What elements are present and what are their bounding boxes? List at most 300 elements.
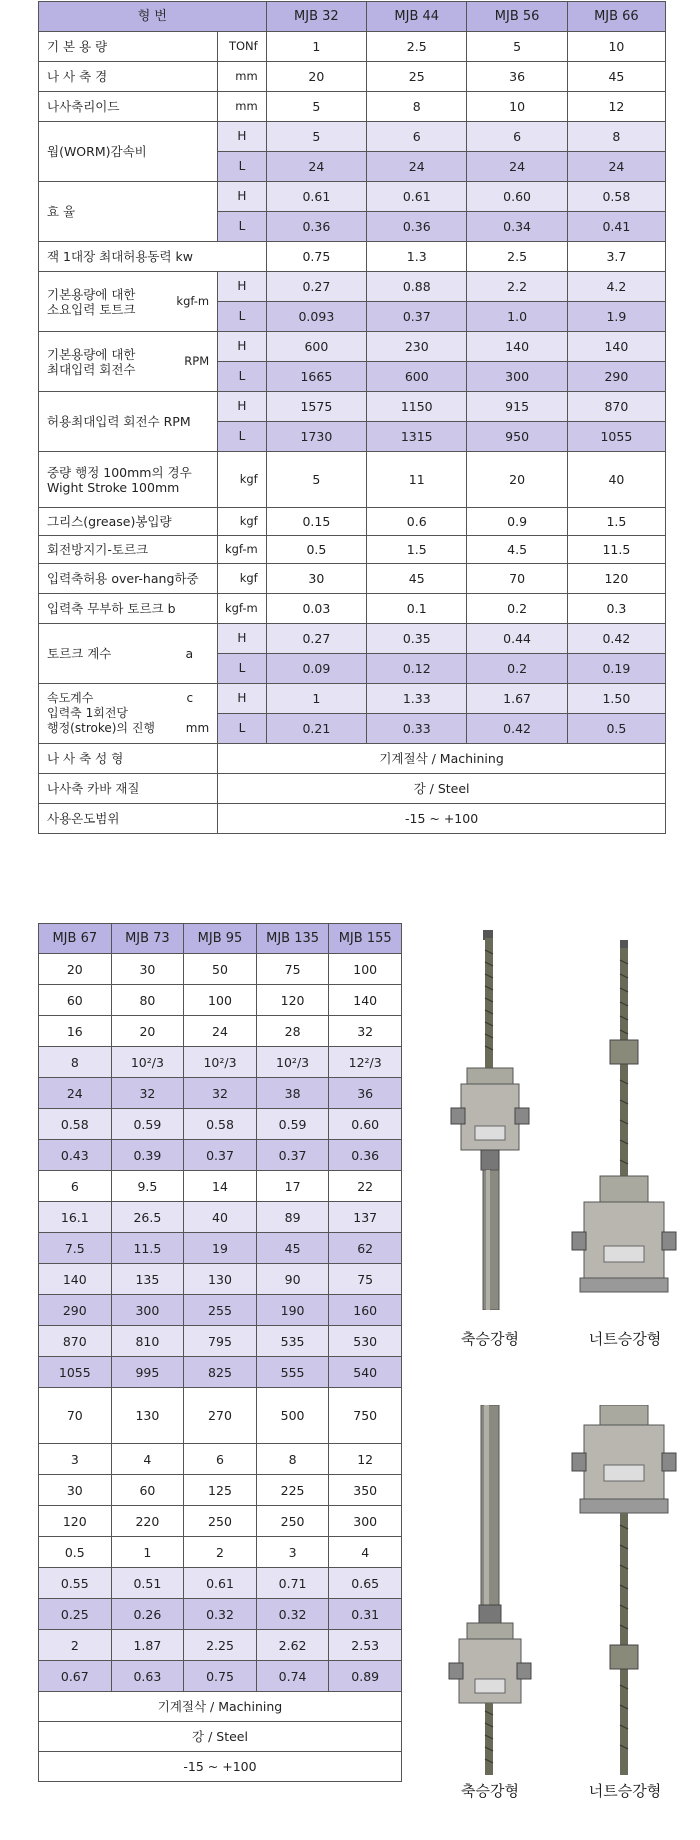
cell: 62 xyxy=(329,1233,402,1264)
model-header: MJB 66 xyxy=(567,2,665,32)
cell: 0.60 xyxy=(329,1109,402,1140)
cell: 0.26 xyxy=(111,1599,184,1630)
cell: 24 xyxy=(39,1078,112,1109)
cell: 4.5 xyxy=(467,536,567,564)
table-row xyxy=(39,1202,402,1233)
table-row xyxy=(39,1568,402,1599)
cell: 0.32 xyxy=(256,1599,329,1630)
cell: 24 xyxy=(266,152,366,182)
cell: 3 xyxy=(39,1444,112,1475)
cell: 0.6 xyxy=(367,508,467,536)
cell: 70 xyxy=(39,1388,112,1444)
label-line: 속도계수 xyxy=(47,691,94,705)
model-header: MJB 135 xyxy=(256,924,329,954)
cell: 32 xyxy=(184,1078,257,1109)
row-label-multiline xyxy=(39,332,218,392)
cell: 1.5 xyxy=(367,536,467,564)
table-row xyxy=(39,1326,402,1357)
row-label: 나사축 카바 재질 xyxy=(39,774,218,804)
cell: 16 xyxy=(39,1016,112,1047)
row-label-multiline xyxy=(39,684,218,744)
cell: 10 xyxy=(467,92,567,122)
table-row xyxy=(39,684,666,714)
row-label: 효 율 xyxy=(39,182,218,242)
footer-value: 기계절삭 / Machining xyxy=(39,1692,402,1722)
row-label-multiline xyxy=(39,452,218,508)
cell: 0.61 xyxy=(367,182,467,212)
cell: 2.2 xyxy=(467,272,567,302)
cell: 125 xyxy=(184,1475,257,1506)
cell: 140 xyxy=(567,332,665,362)
cell: 19 xyxy=(184,1233,257,1264)
cell: 555 xyxy=(256,1357,329,1388)
row-label: 그리스(grease)봉입량 xyxy=(39,508,218,536)
cell: 0.31 xyxy=(329,1599,402,1630)
footer-value: -15 ~ +100 xyxy=(218,804,666,834)
jack-nut-lift-photo-1 xyxy=(570,940,680,1310)
cell: 530 xyxy=(329,1326,402,1357)
cell: 75 xyxy=(329,1264,402,1295)
cell: 120 xyxy=(567,564,665,594)
table-row xyxy=(39,1599,402,1630)
footer-value: -15 ~ +100 xyxy=(39,1752,402,1782)
spec-table-2 xyxy=(38,923,402,1782)
label-line: 행정(stroke)의 진행 xyxy=(47,721,156,735)
cell: 45 xyxy=(256,1233,329,1264)
table-row xyxy=(39,1752,402,1782)
table-row xyxy=(39,1661,402,1692)
hl-label: L xyxy=(218,152,267,182)
table-row xyxy=(39,62,666,92)
table-row xyxy=(39,1537,402,1568)
table-row xyxy=(39,452,666,508)
cell: 0.19 xyxy=(567,654,665,684)
table-row xyxy=(39,92,666,122)
table-row xyxy=(39,1722,402,1752)
row-symbol: c xyxy=(186,691,194,705)
cell: 22 xyxy=(329,1171,402,1202)
cell: 225 xyxy=(256,1475,329,1506)
cell: 0.71 xyxy=(256,1568,329,1599)
cell: 45 xyxy=(367,564,467,594)
cell: 5 xyxy=(266,122,366,152)
cell: 120 xyxy=(39,1506,112,1537)
cell: 24 xyxy=(367,152,467,182)
row-label: 기 본 용 량 xyxy=(39,32,218,62)
cell: 0.61 xyxy=(266,182,366,212)
cell: 1055 xyxy=(567,422,665,452)
cell: 5 xyxy=(467,32,567,62)
cell: 0.65 xyxy=(329,1568,402,1599)
label-line: 최대입력 회전수 xyxy=(47,361,136,377)
table-row xyxy=(39,1444,402,1475)
cell: 10²/3 xyxy=(184,1047,257,1078)
cell: 100 xyxy=(184,985,257,1016)
cell: 795 xyxy=(184,1326,257,1357)
hl-label: H xyxy=(218,332,267,362)
row-label: 허용최대입력 회전수 RPM xyxy=(39,392,218,452)
row-label: 입력축 무부하 토르크 b xyxy=(39,594,218,624)
cell: 1730 xyxy=(266,422,366,452)
cell: 300 xyxy=(467,362,567,392)
cell: 130 xyxy=(111,1388,184,1444)
caption-nut-lift: 너트승강형 xyxy=(588,1782,662,1800)
cell: 0.60 xyxy=(467,182,567,212)
label-line: 소요입력 토트크 xyxy=(47,301,136,317)
cell: 1 xyxy=(266,32,366,62)
table-row xyxy=(39,332,666,362)
table-row xyxy=(39,392,666,422)
cell: 70 xyxy=(467,564,567,594)
cell: 20 xyxy=(467,452,567,508)
jack-shaft-lift-photo-2 xyxy=(445,1405,535,1775)
hl-label: H xyxy=(218,182,267,212)
row-label: 나 사 축 경 xyxy=(39,62,218,92)
cell: 350 xyxy=(329,1475,402,1506)
cell: 20 xyxy=(111,1016,184,1047)
table-row xyxy=(39,744,666,774)
table-row xyxy=(39,1388,402,1444)
row-label: 잭 1대장 최대허용동력 kw xyxy=(39,242,267,272)
model-header: MJB 67 xyxy=(39,924,112,954)
cell: 0.09 xyxy=(266,654,366,684)
cell: 1575 xyxy=(266,392,366,422)
table-row xyxy=(39,1264,402,1295)
cell: 255 xyxy=(184,1295,257,1326)
cell: 0.37 xyxy=(256,1140,329,1171)
cell: 0.03 xyxy=(266,594,366,624)
cell: 0.75 xyxy=(184,1661,257,1692)
cell: 540 xyxy=(329,1357,402,1388)
cell: 1.5 xyxy=(567,508,665,536)
cell: 825 xyxy=(184,1357,257,1388)
cell: 11.5 xyxy=(567,536,665,564)
cell: 24 xyxy=(184,1016,257,1047)
cell: 10 xyxy=(567,32,665,62)
cell: 1315 xyxy=(367,422,467,452)
cell: 0.42 xyxy=(567,624,665,654)
table-row xyxy=(39,804,666,834)
cell: 300 xyxy=(329,1506,402,1537)
cell: 5 xyxy=(266,92,366,122)
label-line: 토르크 계수 xyxy=(47,646,112,661)
model-header: MJB 32 xyxy=(266,2,366,32)
table-row xyxy=(39,182,666,212)
row-unit: mm xyxy=(185,721,210,735)
model-header: MJB 95 xyxy=(184,924,257,954)
cell: 0.5 xyxy=(39,1537,112,1568)
row-unit: RPM xyxy=(184,354,210,368)
cell: 12 xyxy=(567,92,665,122)
cell: 0.37 xyxy=(367,302,467,332)
label-line: 중량 행정 100mm의 경우 xyxy=(47,464,192,480)
cell: 870 xyxy=(567,392,665,422)
table-row xyxy=(39,1171,402,1202)
cell: 8 xyxy=(256,1444,329,1475)
cell: 135 xyxy=(111,1264,184,1295)
cell: 0.74 xyxy=(256,1661,329,1692)
cell: 24 xyxy=(567,152,665,182)
table-row xyxy=(39,985,402,1016)
label-line: 기본용량에 대한 xyxy=(47,286,136,302)
table-row xyxy=(39,1506,402,1537)
caption-shaft-lift: 축승강형 xyxy=(461,1330,519,1348)
cell: 0.58 xyxy=(184,1109,257,1140)
cell: 1.33 xyxy=(367,684,467,714)
label-line: 입력축 1회전당 xyxy=(47,706,129,720)
row-unit: kgf-m xyxy=(176,294,210,308)
table-row xyxy=(39,1233,402,1264)
row-symbol: a xyxy=(185,646,194,661)
table-row xyxy=(39,1357,402,1388)
cell: 0.75 xyxy=(266,242,366,272)
cell: 7.5 xyxy=(39,1233,112,1264)
cell: 4 xyxy=(329,1537,402,1568)
table-row xyxy=(39,564,666,594)
cell: 26.5 xyxy=(111,1202,184,1233)
cell: 0.5 xyxy=(567,714,665,744)
table-row xyxy=(39,1630,402,1661)
cell: 6 xyxy=(367,122,467,152)
cell: 17 xyxy=(256,1171,329,1202)
row-label-multiline xyxy=(39,272,218,332)
cell: 0.88 xyxy=(367,272,467,302)
hl-label: H xyxy=(218,272,267,302)
table-row xyxy=(39,32,666,62)
hl-label: L xyxy=(218,212,267,242)
cell: 0.43 xyxy=(39,1140,112,1171)
hl-label: H xyxy=(218,684,267,714)
cell: 0.35 xyxy=(367,624,467,654)
cell: 0.37 xyxy=(184,1140,257,1171)
hl-label: H xyxy=(218,122,267,152)
cell: 4 xyxy=(111,1444,184,1475)
hl-label: L xyxy=(218,362,267,392)
cell: 60 xyxy=(39,985,112,1016)
cell: 600 xyxy=(367,362,467,392)
row-label: 사용온도범위 xyxy=(39,804,218,834)
cell: 0.51 xyxy=(111,1568,184,1599)
footer-value: 기계절삭 / Machining xyxy=(218,744,666,774)
label-line: 기본용량에 대한 xyxy=(47,346,136,362)
jack-shaft-lift-photo-1 xyxy=(445,930,535,1310)
cell: 140 xyxy=(39,1264,112,1295)
cell: 8 xyxy=(39,1047,112,1078)
cell: 12 xyxy=(329,1444,402,1475)
cell: 11.5 xyxy=(111,1233,184,1264)
cell: 230 xyxy=(367,332,467,362)
row-unit: kgf xyxy=(218,564,267,594)
cell: 60 xyxy=(111,1475,184,1506)
cell: 1.87 xyxy=(111,1630,184,1661)
jack-nut-lift-photo-2 xyxy=(570,1405,680,1775)
model-header: MJB 56 xyxy=(467,2,567,32)
hl-label: H xyxy=(218,624,267,654)
cell: 12²/3 xyxy=(329,1047,402,1078)
cell: 1.9 xyxy=(567,302,665,332)
cell: 0.27 xyxy=(266,272,366,302)
table-row xyxy=(39,272,666,302)
cell: 140 xyxy=(467,332,567,362)
cell: 1.3 xyxy=(367,242,467,272)
cell: 1055 xyxy=(39,1357,112,1388)
caption-nut-lift: 너트승강형 xyxy=(588,1330,662,1348)
cell: 0.61 xyxy=(184,1568,257,1599)
cell: 0.41 xyxy=(567,212,665,242)
cell: 0.1 xyxy=(367,594,467,624)
cell: 535 xyxy=(256,1326,329,1357)
cell: 0.093 xyxy=(266,302,366,332)
row-label: 입력축허용 over-hang하중 xyxy=(39,564,218,594)
cell: 0.63 xyxy=(111,1661,184,1692)
table-row xyxy=(39,624,666,654)
cell: 40 xyxy=(567,452,665,508)
cell: 30 xyxy=(39,1475,112,1506)
cell: 810 xyxy=(111,1326,184,1357)
cell: 0.36 xyxy=(367,212,467,242)
cell: 9.5 xyxy=(111,1171,184,1202)
cell: 250 xyxy=(256,1506,329,1537)
cell: 1665 xyxy=(266,362,366,392)
row-unit: kgf xyxy=(218,452,267,508)
cell: 8 xyxy=(567,122,665,152)
cell: 0.33 xyxy=(367,714,467,744)
cell: 10²/3 xyxy=(256,1047,329,1078)
cell: 290 xyxy=(567,362,665,392)
row-label: 회전방지기-토르크 xyxy=(39,536,218,564)
table-row xyxy=(39,1078,402,1109)
table-row xyxy=(39,774,666,804)
footer-value: 강 / Steel xyxy=(218,774,666,804)
cell: 140 xyxy=(329,985,402,1016)
row-unit: mm xyxy=(218,92,267,122)
cell: 0.55 xyxy=(39,1568,112,1599)
cell: 38 xyxy=(256,1078,329,1109)
row-label: 나 사 축 성 형 xyxy=(39,744,218,774)
cell: 130 xyxy=(184,1264,257,1295)
table-row xyxy=(39,1140,402,1171)
cell: 50 xyxy=(184,954,257,985)
table-row xyxy=(39,1109,402,1140)
cell: 32 xyxy=(111,1078,184,1109)
cell: 75 xyxy=(256,954,329,985)
cell: 120 xyxy=(256,985,329,1016)
table-row xyxy=(39,1016,402,1047)
row-unit: TONf xyxy=(218,32,267,62)
table-row xyxy=(39,536,666,564)
cell: 190 xyxy=(256,1295,329,1326)
cell: 45 xyxy=(567,62,665,92)
footer-value: 강 / Steel xyxy=(39,1722,402,1752)
cell: 0.2 xyxy=(467,654,567,684)
model-header: MJB 44 xyxy=(367,2,467,32)
cell: 1.67 xyxy=(467,684,567,714)
cell: 0.36 xyxy=(329,1140,402,1171)
cell: 2 xyxy=(184,1537,257,1568)
cell: 20 xyxy=(266,62,366,92)
row-label-multiline xyxy=(39,624,218,684)
hl-label: L xyxy=(218,714,267,744)
cell: 0.12 xyxy=(367,654,467,684)
row-label: 웜(WORM)감속비 xyxy=(39,122,218,182)
cell: 32 xyxy=(329,1016,402,1047)
cell: 0.58 xyxy=(567,182,665,212)
cell: 1 xyxy=(266,684,366,714)
model-header: MJB 73 xyxy=(111,924,184,954)
cell: 0.36 xyxy=(266,212,366,242)
cell: 14 xyxy=(184,1171,257,1202)
cell: 100 xyxy=(329,954,402,985)
cell: 1150 xyxy=(367,392,467,422)
cell: 36 xyxy=(329,1078,402,1109)
row-unit: kgf-m xyxy=(218,594,267,624)
cell: 0.89 xyxy=(329,1661,402,1692)
cell: 2.53 xyxy=(329,1630,402,1661)
table-row xyxy=(39,508,666,536)
cell: 3 xyxy=(256,1537,329,1568)
table-row xyxy=(39,242,666,272)
cell: 950 xyxy=(467,422,567,452)
cell: 0.3 xyxy=(567,594,665,624)
cell: 0.21 xyxy=(266,714,366,744)
cell: 20 xyxy=(39,954,112,985)
cell: 6 xyxy=(39,1171,112,1202)
label-line: Wight Stroke 100mm xyxy=(47,479,180,495)
cell: 0.5 xyxy=(266,536,366,564)
cell: 90 xyxy=(256,1264,329,1295)
cell: 4.2 xyxy=(567,272,665,302)
cell: 16.1 xyxy=(39,1202,112,1233)
table-row xyxy=(39,1475,402,1506)
cell: 0.9 xyxy=(467,508,567,536)
table-row xyxy=(39,594,666,624)
cell: 0.58 xyxy=(39,1109,112,1140)
cell: 500 xyxy=(256,1388,329,1444)
table-row xyxy=(39,1047,402,1078)
cell: 40 xyxy=(184,1202,257,1233)
cell: 2 xyxy=(39,1630,112,1661)
cell: 25 xyxy=(367,62,467,92)
cell: 0.59 xyxy=(256,1109,329,1140)
caption-shaft-lift: 축승강형 xyxy=(461,1782,519,1800)
cell: 0.27 xyxy=(266,624,366,654)
cell: 870 xyxy=(39,1326,112,1357)
cell: 0.39 xyxy=(111,1140,184,1171)
cell: 30 xyxy=(111,954,184,985)
cell: 5 xyxy=(266,452,366,508)
cell: 0.67 xyxy=(39,1661,112,1692)
cell: 0.32 xyxy=(184,1599,257,1630)
cell: 1.50 xyxy=(567,684,665,714)
hl-label: L xyxy=(218,422,267,452)
cell: 600 xyxy=(266,332,366,362)
cell: 0.2 xyxy=(467,594,567,624)
cell: 11 xyxy=(367,452,467,508)
table-row xyxy=(39,1692,402,1722)
cell: 1.0 xyxy=(467,302,567,332)
cell: 995 xyxy=(111,1357,184,1388)
cell: 0.15 xyxy=(266,508,366,536)
cell: 2.5 xyxy=(467,242,567,272)
cell: 10²/3 xyxy=(111,1047,184,1078)
cell: 270 xyxy=(184,1388,257,1444)
cell: 36 xyxy=(467,62,567,92)
cell: 6 xyxy=(184,1444,257,1475)
cell: 750 xyxy=(329,1388,402,1444)
hl-label: L xyxy=(218,302,267,332)
header-label: 형 번 xyxy=(39,2,267,32)
cell: 137 xyxy=(329,1202,402,1233)
